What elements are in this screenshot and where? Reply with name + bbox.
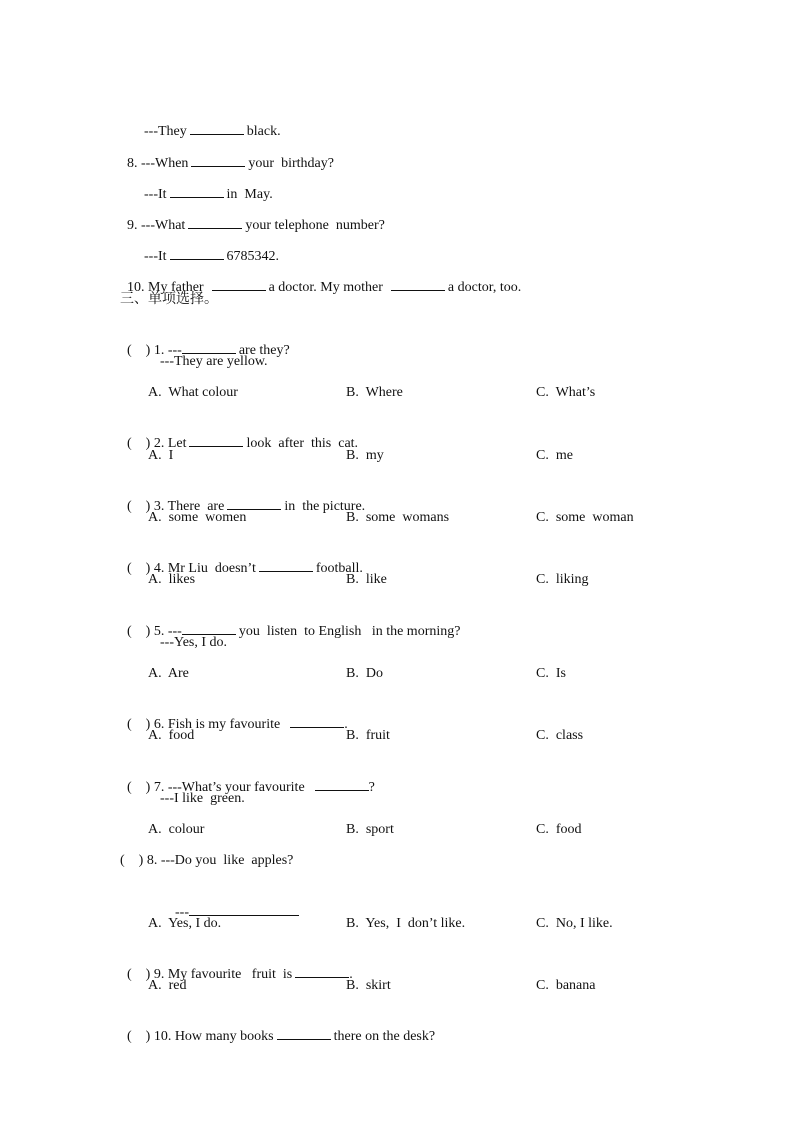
mc-q5-stem	[120, 603, 461, 639]
q8-question-line	[120, 135, 334, 171]
q10-pre: 10. My father	[127, 280, 204, 295]
mc-q6-option-a[interactable]: A. food	[148, 728, 195, 743]
mc-q4-option-a[interactable]: A. likes	[148, 572, 196, 587]
mc-q7-option-b[interactable]: B. sport	[346, 822, 394, 837]
q8-answer-line	[137, 166, 273, 202]
mc-q2-option-a[interactable]: A. I	[148, 448, 174, 463]
mc-q7-option-c[interactable]: C. food	[536, 822, 582, 837]
mc-q8-reply-pre: ---	[175, 905, 189, 920]
q7-answer-blank[interactable]	[190, 121, 244, 135]
mc-q6-blank[interactable]	[290, 714, 344, 728]
q9-question-blank[interactable]	[188, 215, 242, 229]
mc-q2-blank[interactable]	[189, 433, 243, 447]
mc-q3-option-a[interactable]: A. some women	[148, 510, 247, 525]
mc-q4-option-c[interactable]: C. liking	[536, 572, 589, 587]
mc-q7-reply: ---I like green.	[160, 791, 245, 806]
q8-answer-pre: ---It	[144, 187, 167, 202]
mc-q4-stem	[120, 540, 363, 576]
mc-q2-stem-post: look after this cat.	[246, 436, 359, 451]
mc-q3-option-c[interactable]: C. some woman	[536, 510, 634, 525]
mc-q9-stem	[120, 946, 353, 982]
q10-blank-2[interactable]	[391, 277, 445, 291]
mc-q1-stem-pre: ( ) 1. ---	[127, 343, 182, 358]
mc-q5-reply: ---Yes, I do.	[160, 635, 228, 650]
mc-q7-option-a[interactable]: A. colour	[148, 822, 205, 837]
mc-q10-stem-pre: ( ) 10. How many books	[127, 1029, 274, 1044]
mc-q10-stem-post: there on the desk?	[333, 1029, 436, 1044]
mc-q9-option-b[interactable]: B. skirt	[346, 978, 391, 993]
mc-q4-stem-post: football.	[315, 561, 363, 576]
mc-q3-stem-post: in the picture.	[284, 499, 366, 514]
q8-answer-post: in May.	[226, 187, 273, 202]
mc-q10-blank[interactable]	[277, 1026, 331, 1040]
mc-q7-stem	[120, 759, 375, 795]
mc-q3-stem-pre: ( ) 3. There are	[127, 499, 225, 514]
mc-q7-stem-pre: ( ) 7. ---What’s your favourite	[127, 780, 305, 795]
mc-q1-reply: ---They are yellow.	[160, 354, 268, 369]
mc-q1-option-c[interactable]: C. What’s	[536, 385, 596, 400]
q7-answer-post: black.	[246, 124, 281, 139]
q7-answer-pre: ---They	[144, 124, 187, 139]
mc-q5-option-b[interactable]: B. Do	[346, 666, 383, 681]
q9-question-pre: 9. ---What	[127, 218, 186, 233]
q9-answer-line	[137, 228, 280, 264]
q9-answer-post: 6785342.	[226, 249, 280, 264]
q7-answer-line	[137, 103, 281, 139]
mc-q5-stem-pre: ( ) 5. ---	[127, 624, 182, 639]
q8-question-blank[interactable]	[191, 153, 245, 167]
mc-q8-option-b[interactable]: B. Yes, I don’t like.	[346, 916, 466, 931]
mc-q3-option-b[interactable]: B. some womans	[346, 510, 450, 525]
mc-q5-blank[interactable]	[182, 621, 236, 635]
q9-question-post: your telephone number?	[245, 218, 385, 233]
mc-q8-reply-blank[interactable]	[189, 902, 299, 916]
mc-q7-stem-post: ?	[368, 780, 375, 795]
mc-q1-blank[interactable]	[182, 340, 236, 354]
q10-mid: a doctor. My mother	[268, 280, 383, 295]
mc-q8-option-a[interactable]: A. Yes, I do.	[148, 916, 222, 931]
mc-q2-stem-pre: ( ) 2. Let	[127, 436, 187, 451]
mc-q2-stem	[120, 415, 359, 451]
q10-line	[120, 259, 522, 295]
q9-answer-blank[interactable]	[170, 246, 224, 260]
mc-q1-stem	[120, 322, 290, 358]
mc-q6-stem-pre: ( ) 6. Fish is my favourite	[127, 717, 281, 732]
q8-question-pre: 8. ---When	[127, 156, 189, 171]
mc-q1-option-a[interactable]: A. What colour	[148, 385, 238, 400]
mc-q1-stem-post: are they?	[238, 343, 290, 358]
mc-q3-stem	[120, 478, 366, 514]
mc-q7-blank[interactable]	[315, 777, 369, 791]
mc-q6-option-b[interactable]: B. fruit	[346, 728, 390, 743]
mc-q6-stem	[120, 696, 348, 732]
q10-post: a doctor, too.	[447, 280, 522, 295]
mc-q4-option-b[interactable]: B. like	[346, 572, 387, 587]
mc-q9-stem-pre: ( ) 9. My favourite fruit is	[127, 967, 293, 982]
mc-q6-option-c[interactable]: C. class	[536, 728, 584, 743]
q9-question-line	[120, 197, 385, 233]
mc-q9-blank[interactable]	[295, 964, 349, 978]
q10-blank-1[interactable]	[212, 277, 266, 291]
mc-q8-stem: ( ) 8. ---Do you like apples?	[120, 853, 294, 868]
q8-answer-blank[interactable]	[170, 184, 224, 198]
q9-answer-pre: ---It	[144, 249, 167, 264]
mc-q3-blank[interactable]	[227, 496, 281, 510]
mc-q8-reply	[168, 884, 302, 920]
mc-q8-option-c[interactable]: C. No, I like.	[536, 916, 613, 931]
mc-q4-blank[interactable]	[259, 558, 313, 572]
mc-q9-stem-post: .	[349, 967, 353, 982]
mc-q2-option-c[interactable]: C. me	[536, 448, 573, 463]
mc-q9-option-a[interactable]: A. red	[148, 978, 187, 993]
mc-q2-option-b[interactable]: B. my	[346, 448, 384, 463]
section-heading: 三、单项选择。	[120, 291, 218, 307]
mc-q5-option-a[interactable]: A. Are	[148, 666, 189, 681]
mc-q9-option-c[interactable]: C. banana	[536, 978, 596, 993]
mc-q5-option-c[interactable]: C. Is	[536, 666, 566, 681]
mc-q10-stem	[120, 1008, 436, 1044]
q8-question-post: your birthday?	[248, 156, 334, 171]
mc-q1-option-b[interactable]: B. Where	[346, 385, 403, 400]
mc-q4-stem-pre: ( ) 4. Mr Liu doesn’t	[127, 561, 256, 576]
mc-q6-stem-post: .	[344, 717, 348, 732]
mc-q5-stem-post: you listen to English in the morning?	[238, 624, 461, 639]
